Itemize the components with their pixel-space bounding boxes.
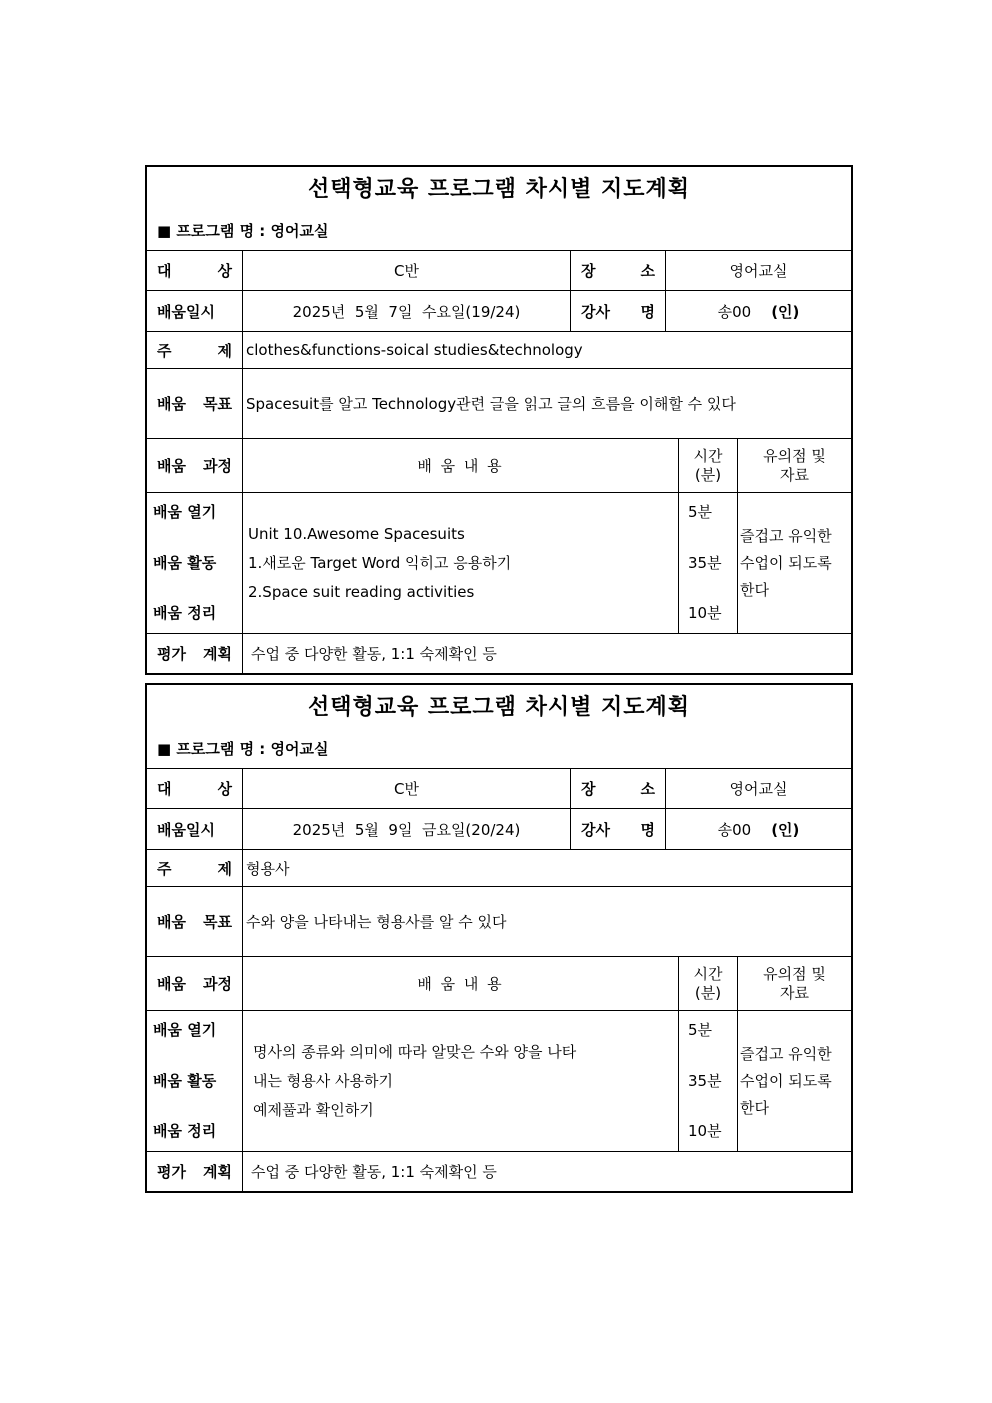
target-label-cell: 대 상 [157,262,232,280]
eval-label-cell: 평가 계획 [157,1163,232,1181]
row-target-place [147,768,851,808]
target-label-cell: 대 상 [157,780,232,798]
process-label-cell: 배움 과정 [157,457,232,475]
content-cell: Unit 10.Awesome Spacesuits 1.새로운 Target Word 익히고 응용하기 2.Space suit reading activities [242,493,678,633]
time-header-cell: 시간 (분) [678,957,737,1010]
datetime-label-cell: 배움일시 [157,820,215,839]
subject-value-cell: 형용사 [242,850,851,886]
row-target-place [147,250,851,290]
row-subject [147,331,851,368]
stage-open: 배움 열기 [153,1021,217,1039]
row-goal [147,368,851,438]
datetime-label-cell: 배움일시 [157,302,215,321]
table-head [147,685,851,768]
datetime-value-cell: 2025년 5월 7일 수요일(19/24) [242,291,570,331]
datetime-value-cell: 2025년 5월 9일 금요일(20/24) [242,809,570,849]
target-value-cell: C반 [242,251,570,290]
content-header-cell: 배 움 내 용 [242,439,678,492]
row-process-header [147,438,851,492]
program-name: ■ 프로그램 명 : 영어교실 [157,222,329,240]
note-header-cell: 유의점 및 자료 [737,439,851,492]
stage-wrapup: 배움 정리 [153,1122,217,1140]
process-label-cell: 배움 과정 [157,975,232,993]
place-label-cell: 장 소 [570,769,665,808]
stage-wrapup: 배움 정리 [153,604,217,622]
goal-label-cell: 배움 목표 [157,913,232,931]
place-value-cell: 영어교실 [665,251,851,290]
lesson-plan-table-2 [145,683,853,1193]
seal-mark: (인) [771,302,800,321]
stage-labels-cell [147,1011,242,1151]
stage-labels-cell [147,493,242,633]
place-value-cell: 영어교실 [665,769,851,808]
subject-label-cell: 주 제 [157,859,232,878]
instructor-value-cell [665,291,851,331]
place-label-cell: 장 소 [570,251,665,290]
eval-label-cell: 평가 계획 [157,645,232,663]
instructor-name: 송00 [717,820,752,839]
doc-title: 선택형교육 프로그램 차시별 지도계획 [307,695,690,720]
content-cell: 명사의 종류와 의미에 따라 알맞은 수와 양을 나타 내는 형용사 사용하기 예제풀과 확인하기 [242,1011,678,1151]
eval-value-cell: 수업 중 다양한 활동, 1:1 숙제확인 등 [242,1152,851,1191]
subject-label-cell: 주 제 [157,341,232,360]
row-process-header [147,956,851,1010]
program-name: ■ 프로그램 명 : 영어교실 [157,740,329,758]
row-lesson-content [147,1010,851,1151]
table-head [147,167,851,250]
note-cell: 즐겁고 유익한 수업이 되도록 한다 [737,1011,851,1151]
row-datetime-instructor [147,808,851,849]
time-values-cell: 5분 35분 10분 [678,1011,737,1151]
row-subject [147,849,851,886]
note-header-cell: 유의점 및 자료 [737,957,851,1010]
time-header-cell: 시간 (분) [678,439,737,492]
instructor-name: 송00 [717,302,752,321]
seal-mark: (인) [771,820,800,839]
row-datetime-instructor [147,290,851,331]
content-header-cell: 배 움 내 용 [242,957,678,1010]
time-values-cell: 5분 35분 10분 [678,493,737,633]
row-evaluation [147,1151,851,1191]
stage-open: 배움 열기 [153,503,217,521]
row-lesson-content [147,492,851,633]
eval-value-cell: 수업 중 다양한 활동, 1:1 숙제확인 등 [242,634,851,673]
goal-value-cell: 수와 양을 나타내는 형용사를 알 수 있다 [242,887,851,956]
instructor-label-cell: 강사 명 [570,809,665,849]
instructor-value-cell [665,809,851,849]
row-evaluation [147,633,851,673]
stage-activity: 배움 활동 [153,1071,217,1090]
goal-label-cell: 배움 목표 [157,395,232,413]
row-goal [147,886,851,956]
goal-value-cell: Spacesuit를 알고 Technology관련 글을 읽고 글의 흐름을 이해할 수 있다 [242,369,851,438]
note-cell: 즐겁고 유익한 수업이 되도록 한다 [737,493,851,633]
lesson-plan-table-1 [145,165,853,675]
subject-value-cell: clothes&functions-soical studies&technology [242,332,851,368]
target-value-cell: C반 [242,769,570,808]
doc-title: 선택형교육 프로그램 차시별 지도계획 [307,177,690,202]
instructor-label-cell: 강사 명 [570,291,665,331]
stage-activity: 배움 활동 [153,553,217,572]
